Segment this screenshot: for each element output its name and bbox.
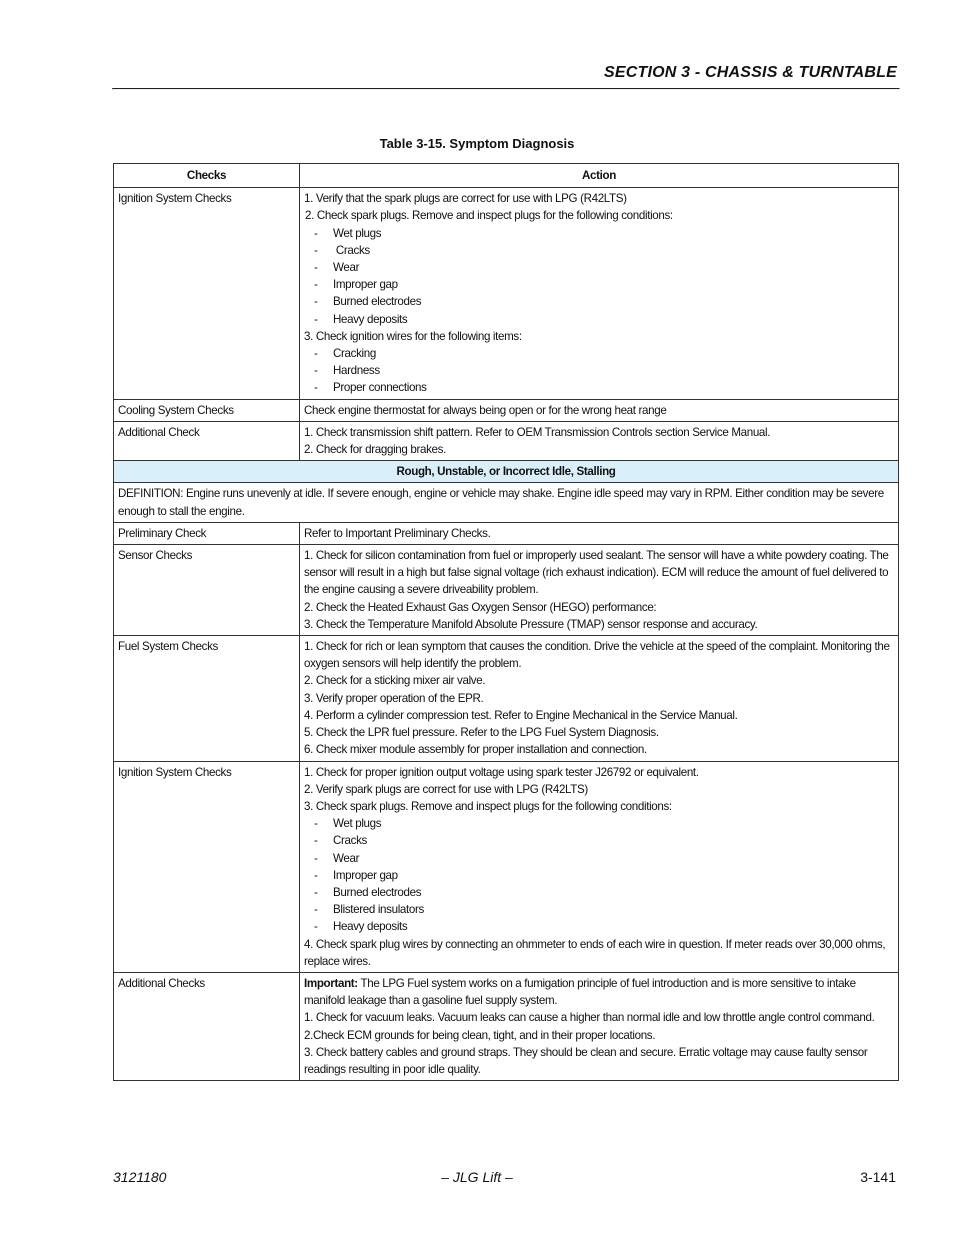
action-line: 1. Check transmission shift pattern. Refer to OEM Transmission Controls section Service Manual. — [304, 425, 771, 439]
action-line: 2. Check for dragging brakes. — [304, 443, 446, 457]
check-cell: Preliminary Check — [114, 522, 300, 544]
check-cell: Ignition System Checks — [114, 188, 300, 399]
check-cell: Additional Checks — [114, 972, 300, 1080]
check-cell: Ignition System Checks — [114, 761, 300, 972]
bullet-item: - Wear — [314, 261, 360, 275]
bullet-item: - Proper connections — [314, 381, 427, 395]
bullet-item: - Cracking — [314, 347, 376, 361]
action-line: 3. Check ignition wires for the following items: — [304, 329, 522, 343]
bullet-item: - Heavy deposits — [314, 312, 408, 326]
table-row — [114, 399, 899, 421]
action-cell — [300, 636, 899, 761]
action-cell — [300, 761, 899, 972]
table-row — [114, 421, 899, 460]
important-label: Important: — [304, 976, 358, 990]
bullet-item: - Wear — [314, 851, 360, 865]
bullet-item: - Hardness — [314, 364, 380, 378]
action-cell — [300, 972, 899, 1080]
table-row — [114, 761, 899, 972]
table-title: Table 3-15. Symptom Diagnosis — [379, 136, 575, 151]
bullet-item: - Cracks — [314, 243, 370, 257]
action-line: 3. Verify proper operation of the EPR. — [304, 691, 484, 705]
check-cell: Additional Check — [114, 421, 300, 460]
brand-footer: – JLG Lift – — [441, 1169, 513, 1185]
symptom-diagnosis-table — [113, 163, 899, 1081]
action-line: 2. Check spark plugs. Remove and inspect plugs for the following conditions: — [305, 209, 673, 223]
check-cell: Fuel System Checks — [114, 636, 300, 761]
bullet-item: - Wet plugs — [314, 226, 382, 240]
page-number: 3-141 — [860, 1169, 896, 1185]
action-line: 4. Perform a cylinder compression test. Refer to Engine Mechanical in the Service Manual. — [304, 708, 738, 722]
action-line: 3. Check spark plugs. Remove and inspect plugs for the following conditions: — [304, 799, 672, 813]
symptom-subheader: Rough, Unstable, or Incorrect Idle, Stalling — [114, 461, 899, 483]
bullet-item: - Blistered insulators — [314, 903, 424, 917]
action-cell — [300, 545, 899, 636]
check-cell: Cooling System Checks — [114, 399, 300, 421]
action-line: 1. Check for rich or lean symptom that causes the condition. Drive the vehicle at the speed of the complaint. Monitoring the oxygen sensors will help identify the problem. — [304, 640, 890, 671]
bullet-item: - Improper gap — [314, 278, 398, 292]
action-line: 1. Check for vacuum leaks. Vacuum leaks can cause a higher than normal idle and low throttle angle control command. — [304, 1011, 875, 1025]
action-line: 6. Check mixer module assembly for proper installation and connection. — [304, 743, 647, 757]
definition-row — [114, 483, 899, 522]
column-header-checks: Checks — [114, 164, 300, 188]
action-line: 3. Check battery cables and ground straps. They should be clean and secure. Erratic voltage may cause faulty sensor readings resulting in poor idle quality. — [304, 1045, 868, 1076]
table-header-row — [114, 164, 899, 188]
column-header-action: Action — [300, 164, 899, 188]
action-line: 2. Verify spark plugs are correct for use with LPG (R42LTS) — [304, 782, 588, 796]
table-row — [114, 188, 899, 399]
table-row — [114, 972, 899, 1080]
section-title: SECTION 3 - CHASSIS & TURNTABLE — [603, 64, 897, 81]
action-line: 2.Check ECM grounds for being clean, tight, and in their proper locations. — [304, 1028, 656, 1042]
action-cell — [300, 188, 899, 399]
action-cell: Refer to Important Preliminary Checks. — [300, 522, 899, 544]
bullet-item: - Heavy deposits — [314, 920, 408, 934]
action-line: 1. Verify that the spark plugs are correct for use with LPG (R42LTS) — [304, 192, 627, 206]
action-line: 2. Check for a sticking mixer air valve. — [304, 674, 486, 688]
action-cell — [300, 421, 899, 460]
table-row — [114, 545, 899, 636]
document-number: 3121180 — [113, 1169, 167, 1185]
action-line: 4. Check spark plug wires by connecting an ohmmeter to ends of each wire in question. If meter reads over 30,000 ohms, replace wires. — [304, 937, 886, 968]
bullet-item: - Cracks — [314, 834, 367, 848]
bullet-item: - Burned electrodes — [314, 885, 422, 899]
bullet-item: - Improper gap — [314, 868, 398, 882]
important-note — [304, 975, 894, 1009]
action-line: 2. Check the Heated Exhaust Gas Oxygen Sensor (HEGO) performance: — [304, 600, 657, 614]
symptom-subheader-row — [114, 461, 899, 483]
header-rule — [112, 88, 900, 90]
action-cell: Check engine thermostat for always being open or for the wrong heat range — [300, 399, 899, 421]
action-line: 1. Check for silicon contamination from fuel or improperly used sealant. The sensor will have a white powdery coating. The sensor will result in a high but false signal voltage (rich exhaust indication). ECM will reduce the amount of fuel delivered to the engine causing a severe driveability problem. — [304, 549, 889, 597]
bullet-item: - Wet plugs — [314, 817, 382, 831]
important-text: The LPG Fuel system works on a fumigation principle of fuel introduction and is more sensitive to intake manifold leakage than a gasoline fuel supply system. — [304, 976, 856, 1008]
table-row — [114, 636, 899, 761]
action-line: 5. Check the LPR fuel pressure. Refer to the LPG Fuel System Diagnosis. — [304, 726, 659, 740]
action-line: 1. Check for proper ignition output voltage using spark tester J26792 or equivalent. — [304, 765, 699, 779]
action-line: 3. Check the Temperature Manifold Absolute Pressure (TMAP) sensor response and accuracy. — [304, 617, 758, 631]
bullet-item: - Burned electrodes — [314, 295, 422, 309]
table-row — [114, 522, 899, 544]
check-cell: Sensor Checks — [114, 545, 300, 636]
definition-text: DEFINITION: Engine runs unevenly at idle. If severe enough, engine or vehicle may shake. Engine idle speed may vary in RPM. Either condition may be severe enough to stall the engine. — [114, 483, 899, 522]
